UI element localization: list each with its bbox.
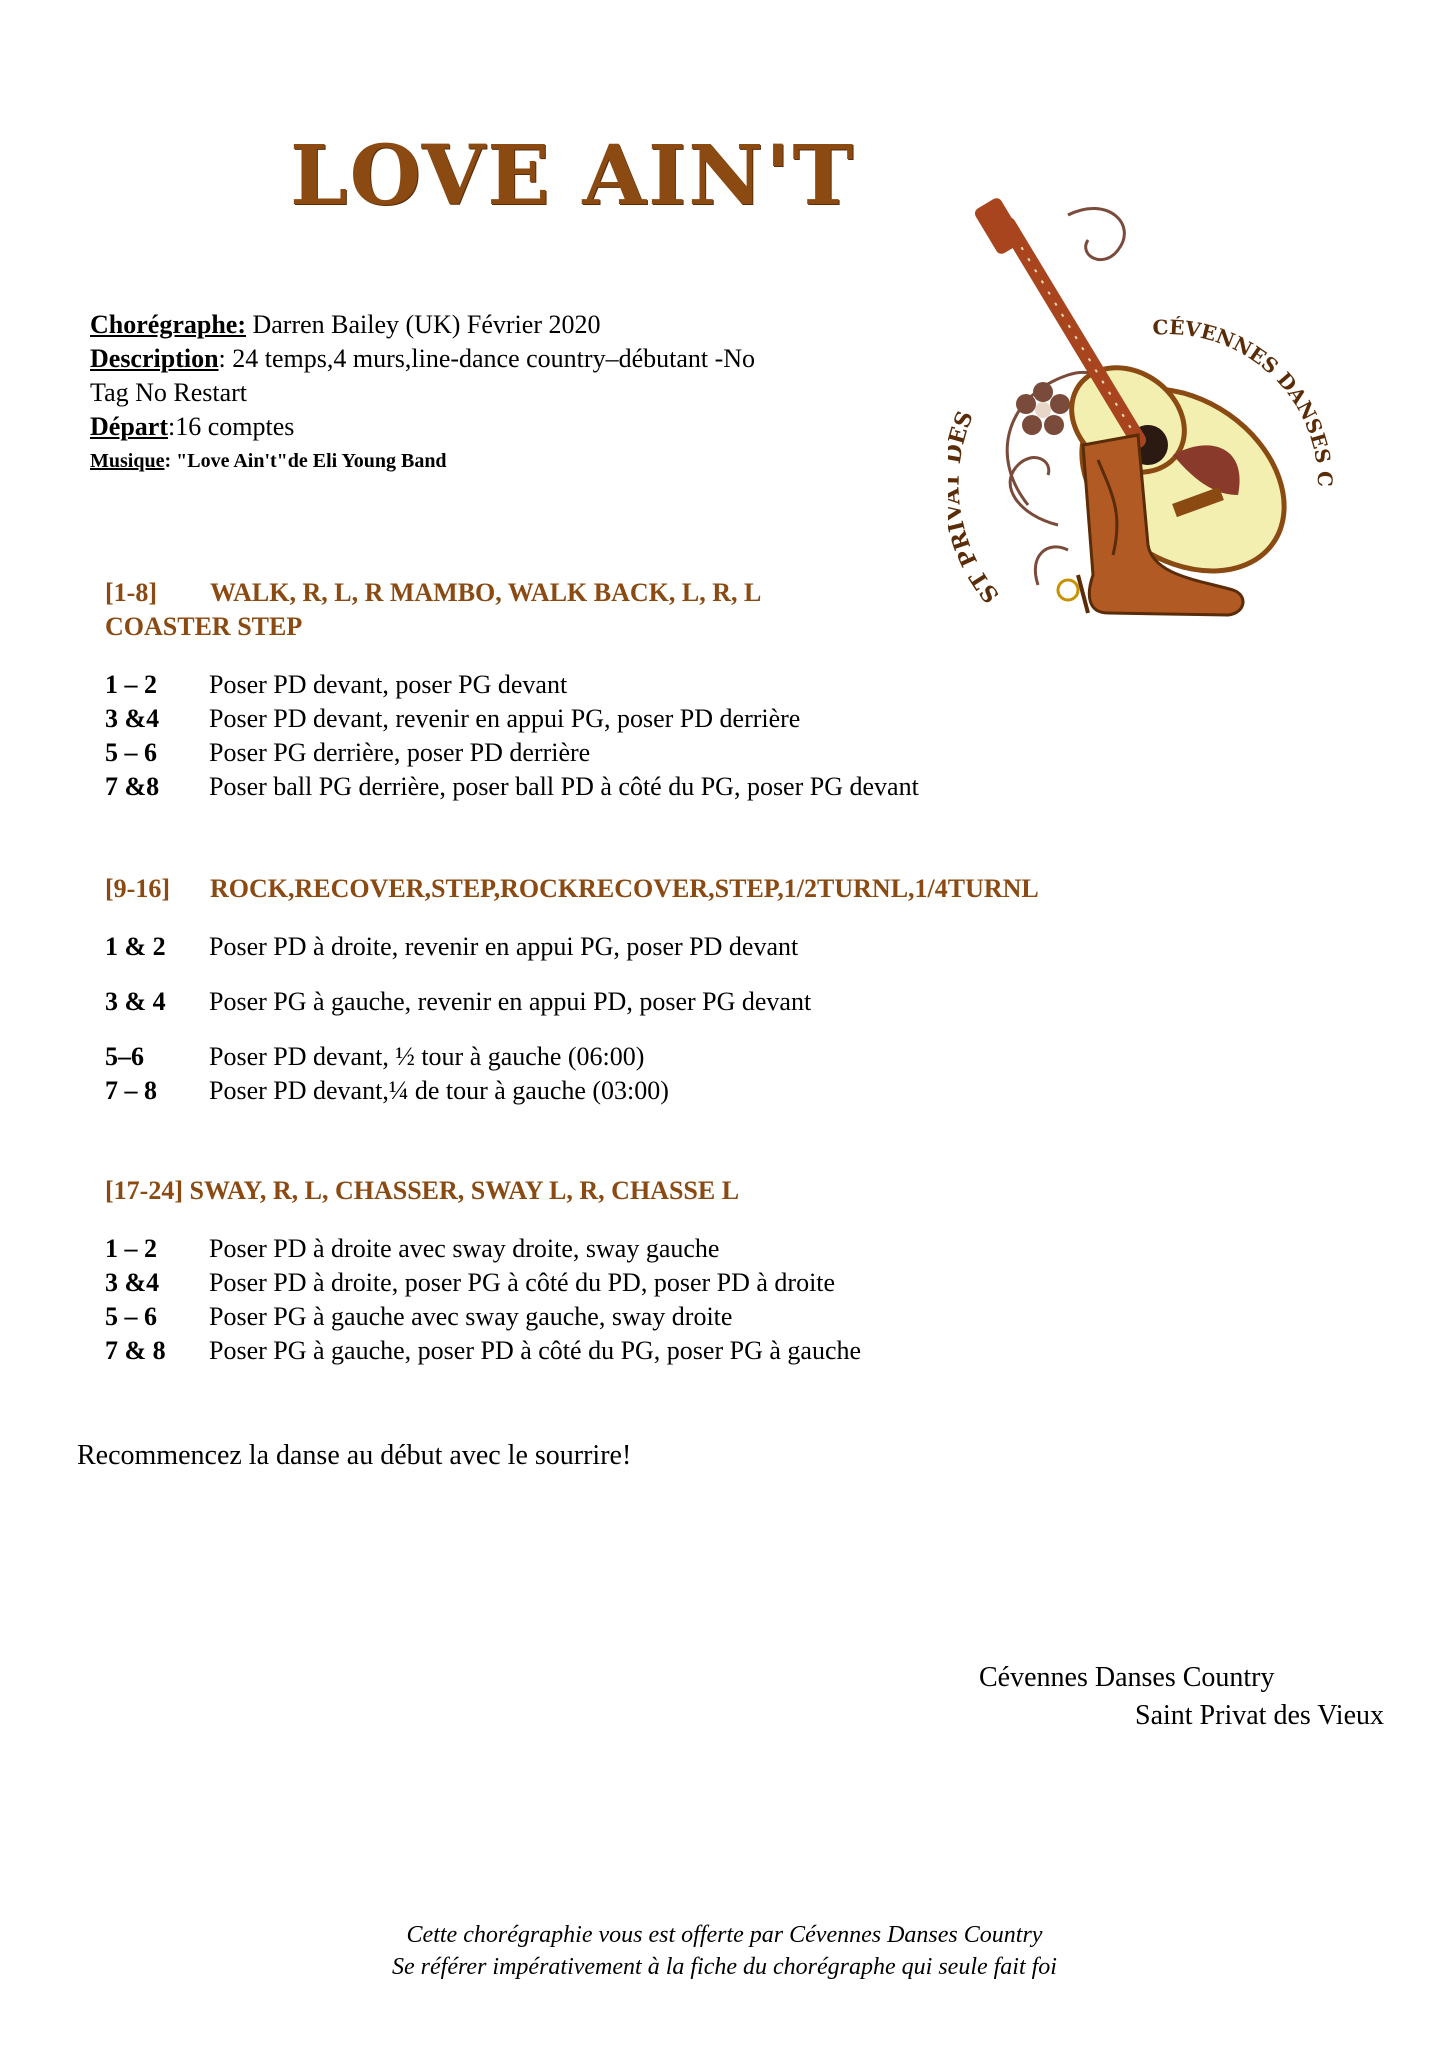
step-count: 3 &4 [105,1268,160,1297]
step-text: Poser PD devant,¼ de tour à gauche (03:00) [209,1076,669,1105]
step-text: Poser PD à droite avec sway droite, sway gauche [209,1234,720,1263]
club-place: Saint Privat des Vieux [1135,1700,1385,1731]
section-2-title [105,872,1039,906]
step-count: 1 – 2 [105,670,157,699]
step-text: Poser ball PG derrière, poser ball PD à côté du PG, poser PG devant [209,772,919,801]
step-text: Poser PD devant, poser PG devant [209,670,568,699]
step-row [105,1300,732,1334]
step-row [105,1266,835,1300]
step-text: Poser PG à gauche, poser PD à côté du PG, poser PG à gauche [209,1336,862,1365]
step-count: 1 – 2 [105,1234,157,1263]
step-count: 5 – 6 [105,1302,157,1331]
description-line [90,342,755,376]
svg-text:ST PRIVAT DES VIEUX [948,195,1005,608]
footer-line-2: Se référer impérativement à la fiche du chorégraphe qui seule fait foi [392,1954,1057,1980]
step-count: 5–6 [105,1042,144,1071]
footer-line-1: Cette chorégraphie vous est offerte par Cévennes Danses Country [406,1922,1043,1948]
step-count: 7 &8 [105,772,160,801]
step-row [105,770,919,804]
restart-note: Recommencez la danse au début avec le sourrire! [77,1440,632,1471]
music-label: Musique [90,450,165,472]
step-row [105,1040,644,1074]
section-range: [17-24] [105,1176,183,1205]
depart-value: :16 comptes [167,412,295,441]
depart-label: Départ [90,412,168,441]
step-count: 3 &4 [105,704,160,733]
step-row [105,668,567,702]
club-name: Cévennes Danses Country [979,1662,1275,1693]
step-text: Poser PG à gauche avec sway gauche, sway droite [209,1302,733,1331]
step-count: 1 & 2 [105,932,166,961]
step-count: 7 – 8 [105,1076,157,1105]
step-row [105,736,590,770]
description-label: Description [90,344,219,373]
step-text: Poser PD à droite, revenir en appui PG, poser PD devant [209,932,799,961]
choreographer-line [90,308,600,342]
club-logo [948,195,1338,625]
choreographer-value: Darren Bailey (UK) Février 2020 [245,310,601,339]
page-title: LOVE AIN'T [290,128,856,224]
description-value: : 24 temps,4 murs,line-dance country–débutant -No [218,344,756,373]
logo-arc-right: CÉVENNES DANSES C [1152,315,1338,488]
step-text: Poser PG à gauche, revenir en appui PD, poser PG devant [209,987,812,1016]
section-1-title [105,576,761,610]
step-row [105,1074,669,1108]
section-3-title [105,1174,739,1208]
section-range: [9-16] [105,874,170,903]
step-text: Poser PG derrière, poser PD derrière [209,738,591,767]
section-title-text: SWAY, R, L, CHASSER, SWAY L, R, CHASSE L [189,1176,740,1205]
step-count: 5 – 6 [105,738,157,767]
step-count: 7 & 8 [105,1336,166,1365]
depart-line [90,410,294,444]
step-text: Poser PD devant, revenir en appui PG, poser PD derrière [209,704,801,733]
music-line [90,444,447,478]
section-range: [1-8] [105,578,157,607]
music-value: : "Love Ain't"de Eli Young Band [164,450,447,472]
section-title-text: WALK, R, L, R MAMBO, WALK BACK, L, R, L [210,578,762,607]
step-text: Poser PD devant, ½ tour à gauche (06:00) [209,1042,645,1071]
step-row [105,930,798,964]
step-row [105,702,800,736]
step-row [105,1232,719,1266]
logo-arc-left: ST PR S [948,407,1005,608]
section-title-text: ROCK,RECOVER,STEP,ROCKRECOVER,STEP,1/2TURNL,1/4TURNL [210,874,1039,903]
step-text: Poser PD à droite, poser PG à côté du PD, poser PD à droite [209,1268,836,1297]
flower-icon [1016,382,1070,435]
section-1-title-continuation: COASTER STEP [105,612,303,641]
choreographer-label: Chorégraphe: [90,310,246,339]
step-count: 3 & 4 [105,987,166,1016]
step-row [105,985,811,1019]
description-continuation: Tag No Restart [90,378,248,407]
step-row [105,1334,861,1368]
